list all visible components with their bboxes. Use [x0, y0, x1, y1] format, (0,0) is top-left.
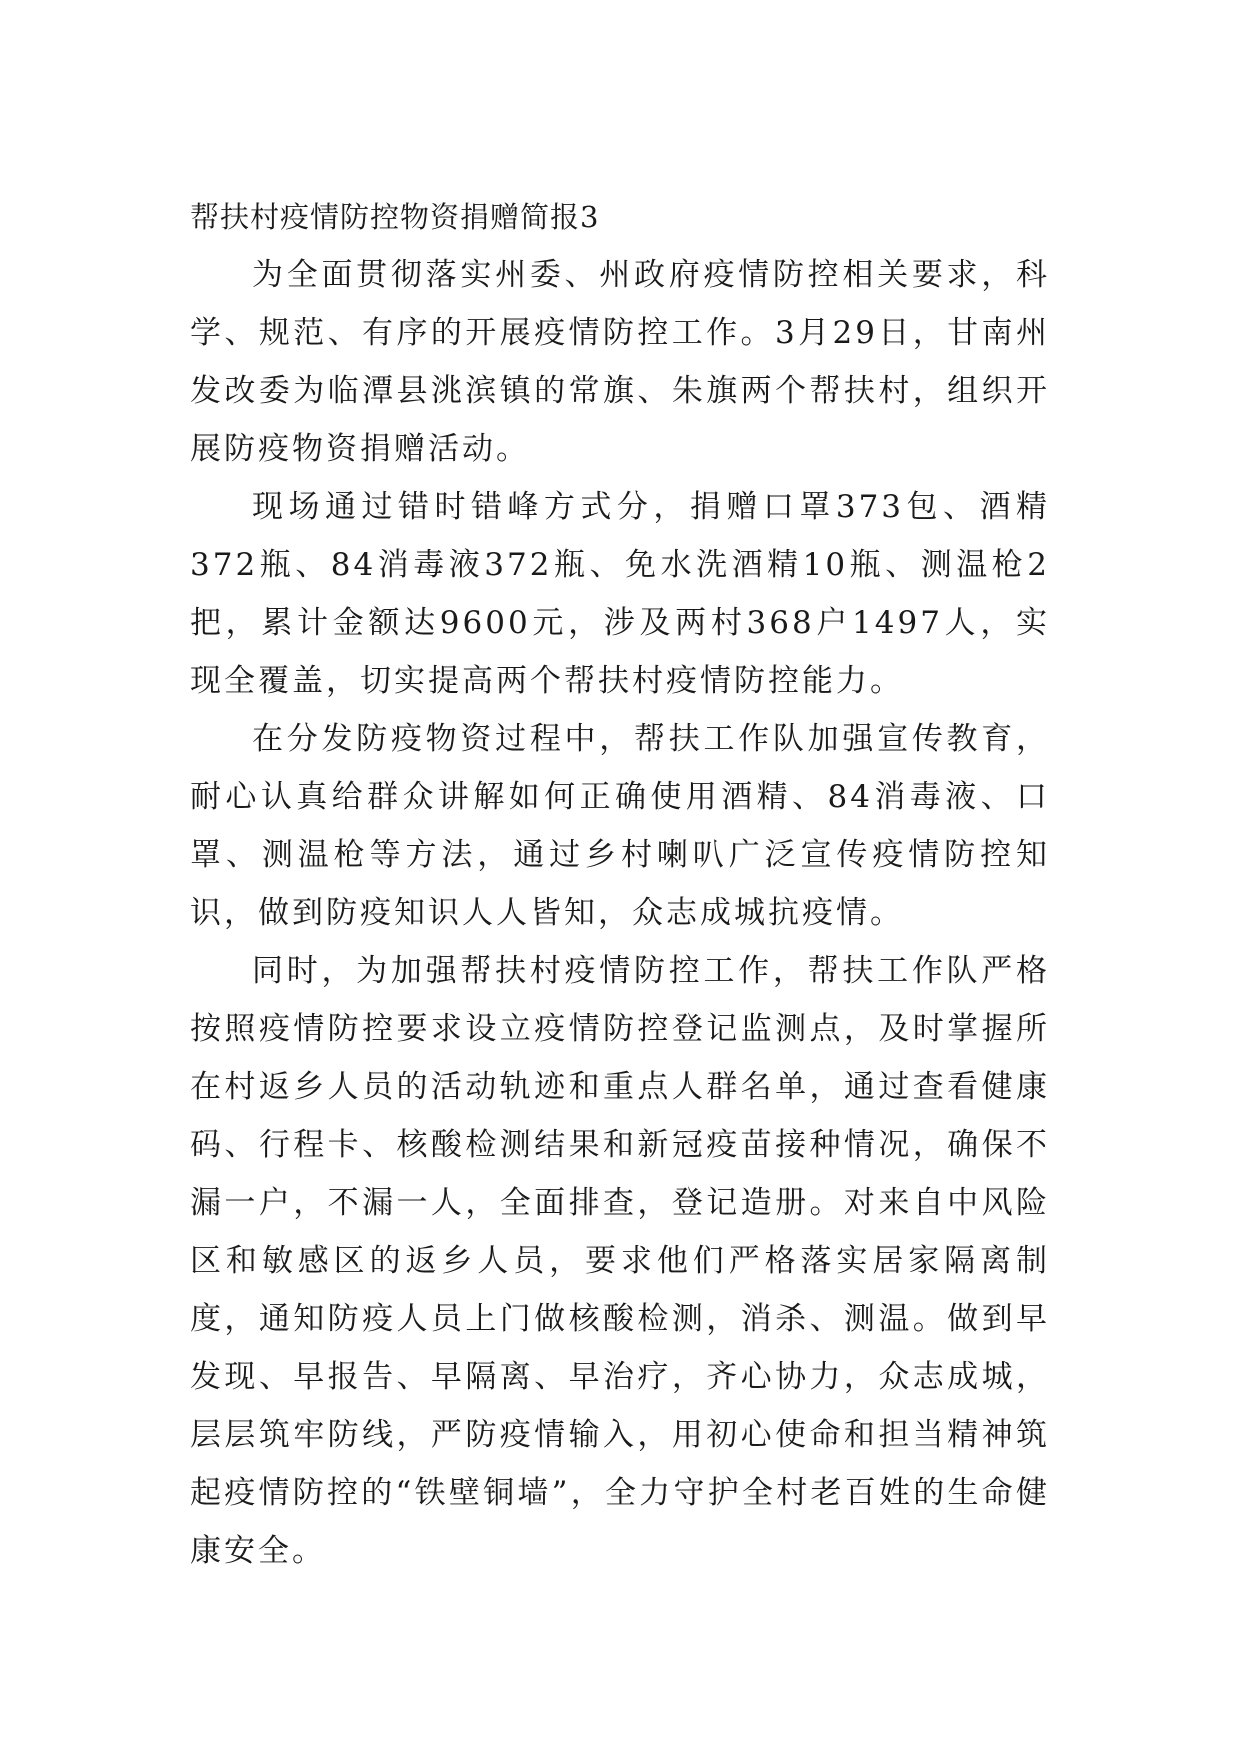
paragraph-1: 为全面贯彻落实州委、州政府疫情防控相关要求，科学、规范、有序的开展疫情防控工作。3月29日，甘南州发改委为临潭县洮滨镇的常旗、朱旗两个帮扶村，组织开展防疫物资捐赠活动。: [190, 257, 1050, 467]
paragraph-2: 现场通过错时错峰方式分，捐赠口罩373包、酒精372瓶、84消毒液372瓶、免水洗酒精10瓶、测温枪2把，累计金额达9600元，涉及两村368户1497人，实现全覆盖，切实提高两个帮扶村疫情防控能力。: [190, 489, 1050, 699]
paragraph-4: 同时，为加强帮扶村疫情防控工作，帮扶工作队严格按照疫情防控要求设立疫情防控登记监测点，及时掌握所在村返乡人员的活动轨迹和重点人群名单，通过查看健康码、行程卡、核酸检测结果和新冠疫苗接种情况，确保不漏一户，不漏一人，全面排查，登记造册。对来自中风险区和敏感区的返乡人员，要求他们严格落实居家隔离制度，通知防疫人员上门做核酸检测，消杀、测温。做到早发现、早报告、早隔离、早治疗，齐心协力，众志成城，层层筑牢防线，严防疫情输入，用初心使命和担当精神筑起疫情防控的“铁壁铜墙”，全力守护全村老百姓的生命健康安全。: [190, 953, 1050, 1569]
document-body: [190, 188, 1050, 1580]
document-title: 帮扶村疫情防控物资捐赠简报3: [190, 200, 600, 234]
paragraph-3: 在分发防疫物资过程中，帮扶工作队加强宣传教育，耐心认真给群众讲解如何正确使用酒精、84消毒液、口罩、测温枪等方法，通过乡村喇叭广泛宣传疫情防控知识，做到防疫知识人人皆知，众志成城抗疫情。: [190, 721, 1050, 931]
